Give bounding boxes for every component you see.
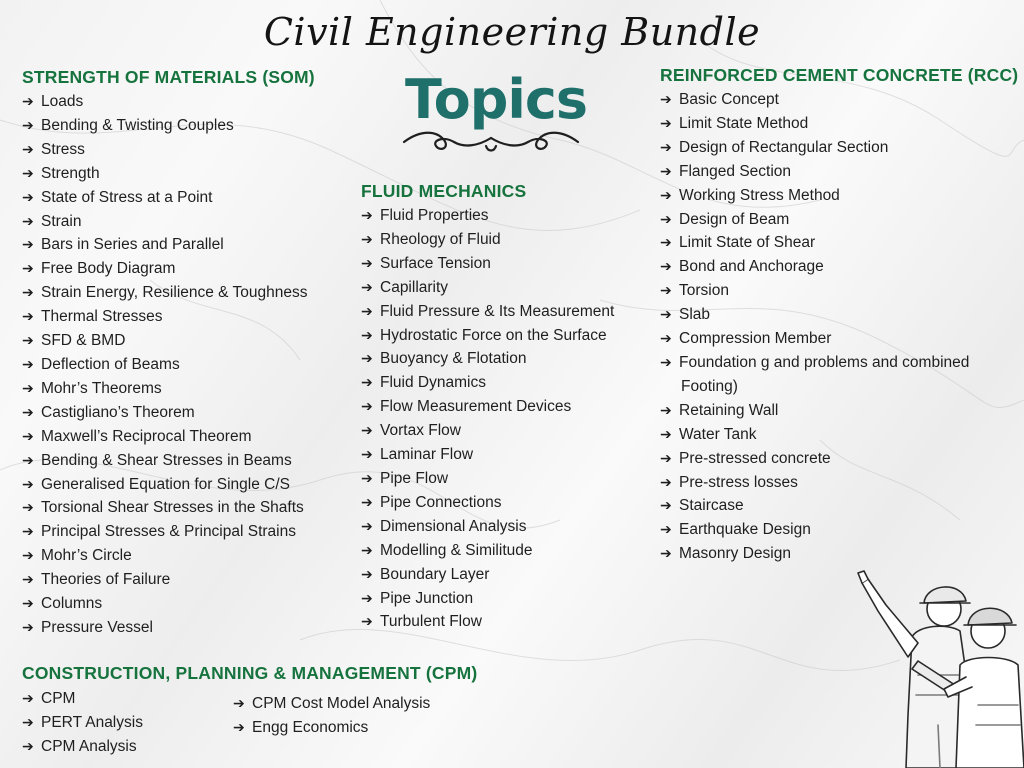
list-item: ➔ Working Stress Method [660,184,1018,208]
arrow-icon: ➔ [660,138,672,155]
arrow-icon: ➔ [22,260,34,277]
arrow-icon: ➔ [22,523,34,540]
arrow-icon: ➔ [22,355,34,372]
arrow-icon: ➔ [22,547,34,564]
list-item: ➔ Columns [22,592,315,616]
arrow-icon: ➔ [22,212,34,229]
fm-heading: FLUID MECHANICS [361,181,527,201]
list-item: ➔ Flanged Section [660,160,1018,184]
list-item: ➔ Rheology of Fluid [361,228,614,252]
rcc-list [660,88,1018,566]
arrow-icon: ➔ [361,254,373,271]
list-item: ➔ Compression Member [660,327,1018,351]
arrow-icon: ➔ [22,571,34,588]
arrow-icon: ➔ [22,188,34,205]
list-item: ➔ Theories of Failure [22,568,315,592]
som-heading: STRENGTH OF MATERIALS (SOM) [22,67,315,87]
list-item: ➔ Capillarity [361,276,614,300]
arrow-icon: ➔ [361,350,373,367]
list-item: ➔ Torsion [660,279,1018,303]
arrow-icon: ➔ [660,306,672,323]
list-item: ➔ CPM Analysis [22,735,143,759]
list-item: ➔ Torsional Shear Stresses in the Shafts [22,496,315,520]
arrow-icon: ➔ [361,565,373,582]
list-item: ➔ CPM [22,687,143,711]
cpm-heading: CONSTRUCTION, PLANNING & MANAGEMENT (CPM) [22,663,478,683]
arrow-icon: ➔ [660,449,672,466]
list-item: ➔ SFD & BMD [22,329,315,353]
arrow-icon: ➔ [22,690,34,706]
arrow-icon: ➔ [22,140,34,157]
list-item: ➔ Fluid Pressure & Its Measurement [361,300,614,324]
arrow-icon: ➔ [361,278,373,295]
arrow-icon: ➔ [233,718,245,735]
list-item: ➔ Bars in Series and Parallel [22,233,315,257]
list-item: ➔ Loads [22,90,315,114]
arrow-icon: ➔ [361,613,373,630]
cpm-list-right [233,692,430,740]
list-item: ➔ Thermal Stresses [22,305,315,329]
rcc-heading: REINFORCED CEMENT CONCRETE (RCC) [660,65,1019,85]
rcc-section [660,62,1018,566]
list-item: ➔ Boundary Layer [361,563,614,587]
list-item: ➔ Generalised Equation for Single C/S [22,473,315,497]
som-section [22,64,315,640]
arrow-icon: ➔ [22,236,34,253]
list-item: ➔ Strain [22,210,315,234]
arrow-icon: ➔ [660,401,672,418]
arrow-icon: ➔ [22,737,34,754]
list-item: ➔ Mohr’s Circle [22,544,315,568]
list-item: ➔ Bond and Anchorage [660,255,1018,279]
arrow-icon: ➔ [660,282,672,299]
arrow-icon: ➔ [660,353,672,370]
list-item: ➔ Castigliano’s Theorem [22,401,315,425]
cpm-list-left [22,687,143,759]
arrow-icon: ➔ [22,284,34,301]
list-item: ➔ Slab [660,303,1018,327]
arrow-icon: ➔ [660,497,672,514]
arrow-icon: ➔ [361,374,373,391]
list-item: ➔ Engg Economics [233,716,430,740]
list-item: ➔ State of Stress at a Point [22,186,315,210]
list-item: ➔ Free Body Diagram [22,257,315,281]
arrow-icon: ➔ [22,451,34,468]
arrow-icon: ➔ [22,403,34,420]
arrow-icon: ➔ [361,422,373,439]
list-item: ➔ Pressure Vessel [22,616,315,640]
arrow-icon: ➔ [361,541,373,558]
arrow-icon: ➔ [660,162,672,179]
arrow-icon: ➔ [361,326,373,343]
list-item: ➔ Staircase [660,494,1018,518]
arrow-icon: ➔ [660,330,672,347]
list-item: ➔ Vortax Flow [361,419,614,443]
topics-title: Topics [405,68,588,131]
arrow-icon: ➔ [660,234,672,251]
arrow-icon: ➔ [660,258,672,275]
arrow-icon: ➔ [361,446,373,463]
list-item: ➔ Bending & Twisting Couples [22,114,315,138]
list-item: ➔ Maxwell’s Reciprocal Theorem [22,425,315,449]
list-item: ➔ Pre-stressed concrete [660,447,1018,471]
arrow-icon: ➔ [233,695,245,711]
arrow-icon: ➔ [361,230,373,247]
arrow-icon: ➔ [660,91,672,107]
arrow-icon: ➔ [22,713,34,730]
arrow-icon: ➔ [361,302,373,319]
list-item: ➔ Design of Rectangular Section [660,136,1018,160]
list-item: ➔ Stress [22,138,315,162]
list-item: ➔ CPM Cost Model Analysis [233,692,430,716]
list-item: ➔ Limit State Method [660,112,1018,136]
arrow-icon: ➔ [22,332,34,349]
arrow-icon: ➔ [361,398,373,415]
arrow-icon: ➔ [361,493,373,510]
fm-list [361,204,614,634]
list-item: ➔ Strength [22,162,315,186]
arrow-icon: ➔ [22,595,34,612]
arrow-icon: ➔ [660,114,672,131]
list-item: ➔ Earthquake Design [660,518,1018,542]
list-item: ➔ Turbulent Flow [361,610,614,634]
list-item: ➔ Strain Energy, Resilience & Toughness [22,281,315,305]
arrow-icon: ➔ [22,499,34,516]
engineers-illustration-icon [848,565,1024,768]
cpm-section [22,660,477,686]
fm-section [361,178,614,634]
list-item: ➔ Pipe Connections [361,491,614,515]
arrow-icon: ➔ [22,379,34,396]
list-item: ➔ Modelling & Similitude [361,539,614,563]
list-item: ➔ Pipe Junction [361,587,614,611]
arrow-icon: ➔ [361,207,373,223]
arrow-icon: ➔ [361,589,373,606]
arrow-icon: ➔ [660,521,672,538]
list-item: ➔ Mohr’s Theorems [22,377,315,401]
list-item: ➔ Deflection of Beams [22,353,315,377]
list-item: ➔ Flow Measurement Devices [361,395,614,419]
list-item: ➔ Pipe Flow [361,467,614,491]
list-item: ➔ Surface Tension [361,252,614,276]
decorative-flourish [400,126,582,156]
list-item: ➔ Fluid Properties [361,204,614,228]
list-item: ➔ Principal Stresses & Principal Strains [22,520,315,544]
arrow-icon: ➔ [660,545,672,562]
list-item: ➔ Limit State of Shear [660,231,1018,255]
list-item: ➔ Pre-stress losses [660,471,1018,495]
arrow-icon: ➔ [22,93,34,109]
list-item: ➔ Bending & Shear Stresses in Beams [22,449,315,473]
arrow-icon: ➔ [361,517,373,534]
list-item: ➔ Masonry Design [660,542,1018,566]
list-item: ➔ Buoyancy & Flotation [361,347,614,371]
arrow-icon: ➔ [361,469,373,486]
bundle-title: Civil Engineering Bundle [263,10,761,54]
list-item: ➔ Retaining Wall [660,399,1018,423]
list-item: ➔ Laminar Flow [361,443,614,467]
list-item: ➔ Basic Concept [660,88,1018,112]
list-item: ➔ PERT Analysis [22,711,143,735]
arrow-icon: ➔ [22,427,34,444]
list-item: ➔ Dimensional Analysis [361,515,614,539]
list-item: ➔ Water Tank [660,423,1018,447]
arrow-icon: ➔ [22,475,34,492]
arrow-icon: ➔ [22,164,34,181]
arrow-icon: ➔ [22,618,34,635]
arrow-icon: ➔ [660,473,672,490]
arrow-icon: ➔ [22,116,34,133]
arrow-icon: ➔ [660,210,672,227]
list-item: ➔ Design of Beam [660,208,1018,232]
arrow-icon: ➔ [660,425,672,442]
list-item: ➔ Hydrostatic Force on the Surface [361,324,614,348]
arrow-icon: ➔ [660,186,672,203]
som-list [22,90,315,640]
list-item: ➔ Foundation g and problems and combined Footing) [660,351,1018,399]
arrow-icon: ➔ [22,308,34,325]
list-item: ➔ Fluid Dynamics [361,371,614,395]
